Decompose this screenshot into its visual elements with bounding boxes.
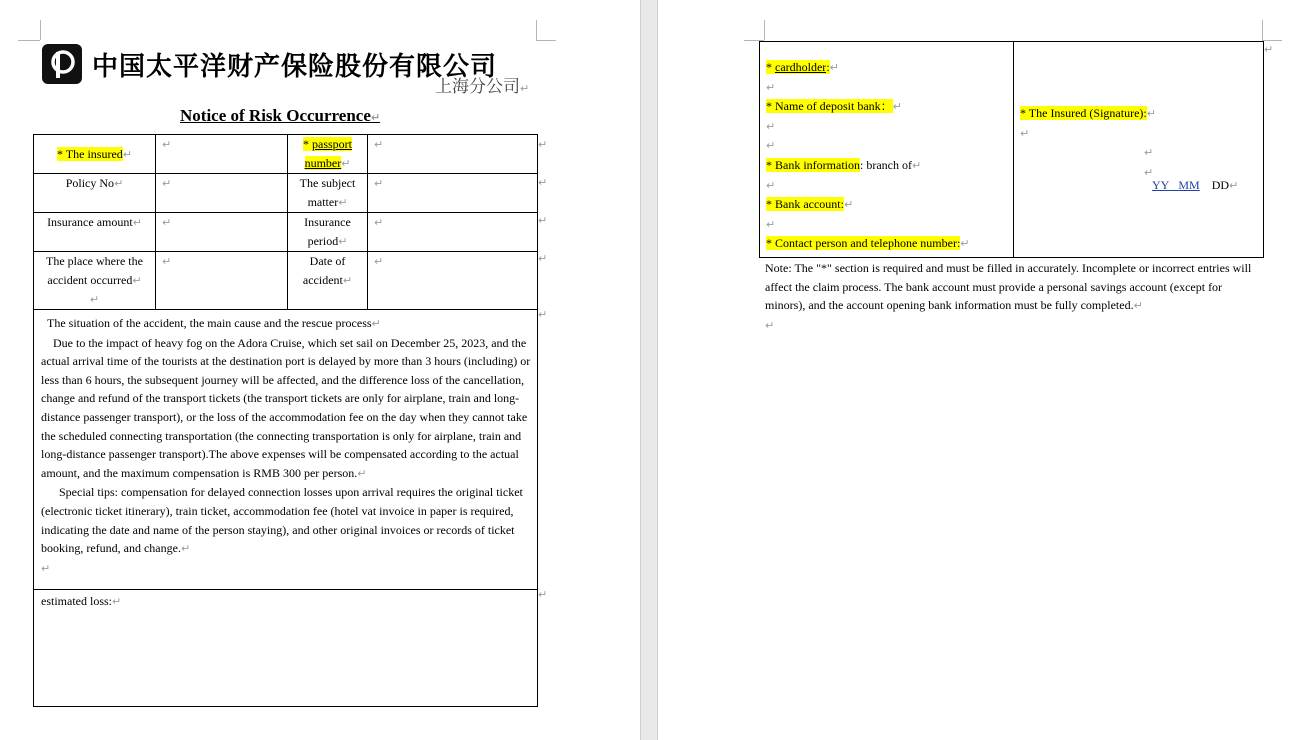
bank-info-table	[759, 41, 1264, 258]
insurance-amount-field[interactable]: ↵	[156, 213, 288, 252]
subject-matter-label-cell: The subject matter↵	[288, 174, 368, 213]
table-row	[34, 310, 538, 590]
deposit-bank-line: * Name of deposit bank：↵	[766, 99, 902, 114]
bank-details-cell[interactable]: * cardholder:↵ ↵ * Name of deposit bank：↵ ↵ ↵ * Bank information: branch of↵ ↵ * Bank account:↵ ↵ * Contact person and telephone number:↵	[760, 42, 1014, 258]
table-row	[34, 135, 538, 174]
row-end-mark: ↵	[538, 176, 548, 189]
page-gutter	[640, 0, 658, 740]
insured-signature-line: * The Insured (Signature):↵	[1020, 106, 1156, 120]
cardholder-line: * cardholder:↵	[766, 60, 839, 74]
policy-no-field[interactable]: ↵	[156, 174, 288, 213]
insurance-period-label-cell: Insurance period↵	[288, 213, 368, 252]
signature-cell[interactable]: * The Insured (Signature):↵ ↵ ↵ ↵	[1014, 42, 1264, 258]
situation-paragraph-2: Special tips: compensation for delayed connection losses upon arrival requires the original ticket (electronic ticket itinerary), train ticket, accommodation fee (hotel vat invoice in paper is required, indicating the date and name of the person staying), and other original invoices or records of ticket booking, refund, and change.↵	[41, 485, 523, 556]
insured-label-cell: * The insured↵	[34, 135, 156, 174]
crop-mark	[1262, 20, 1263, 40]
contact-line: * Contact person and telephone number:↵	[766, 236, 970, 251]
row-end-mark: ↵	[538, 308, 548, 321]
crop-mark	[18, 40, 40, 41]
table-row	[34, 590, 538, 707]
company-logo-icon	[42, 44, 82, 84]
row-end-mark: ↵	[538, 252, 548, 265]
estimated-loss-cell[interactable]: estimated loss:↵	[34, 590, 538, 707]
subject-matter-field[interactable]: ↵	[368, 174, 538, 213]
row-end-mark: ↵	[1264, 43, 1274, 56]
passport-label-cell: * passport number↵	[288, 135, 368, 174]
accident-date-label-cell: Date of accident↵	[288, 252, 368, 310]
required-fields-note: Note: The "*" section is required and must be filled in accurately. Incomplete or incorrect entries will affect the claim process. The bank account must provide a personal savings account (except for minors), and the account opening bank information must be fully completed.↵ ↵	[765, 261, 1252, 332]
policy-no-label-cell: Policy No↵	[34, 174, 156, 213]
insurance-period-field[interactable]: ↵	[368, 213, 538, 252]
insurance-amount-label-cell: Insurance amount↵	[34, 213, 156, 252]
risk-form-table	[33, 134, 538, 707]
accident-place-field[interactable]: ↵	[156, 252, 288, 310]
table-row	[34, 213, 538, 252]
document-page-1	[0, 0, 640, 740]
passport-value-field[interactable]: ↵	[368, 135, 538, 174]
empty-paragraph: ↵	[41, 561, 51, 575]
document-title: Notice of Risk Occurrence↵	[180, 106, 381, 125]
row-end-mark: ↵	[538, 588, 548, 601]
accident-date-field[interactable]: ↵	[368, 252, 538, 310]
crop-mark	[1262, 40, 1282, 41]
accident-place-label-cell: The place where the accident occurred↵ ↵	[34, 252, 156, 310]
branch-name: 上海分公司↵	[435, 77, 530, 97]
table-row	[34, 174, 538, 213]
crop-mark	[764, 20, 765, 40]
crop-mark	[536, 40, 556, 41]
bank-info-line: * Bank information: branch of↵	[766, 157, 922, 172]
crop-mark	[40, 20, 41, 40]
row-end-mark: ↵	[538, 214, 548, 227]
crop-mark	[536, 20, 537, 40]
table-row	[760, 42, 1264, 258]
situation-heading: The situation of the accident, the main cause and the rescue process↵	[47, 316, 381, 330]
company-name: 中国太平洋财产保险股份有限公司	[92, 52, 498, 82]
accident-situation-cell[interactable]	[34, 310, 538, 590]
table-row	[34, 252, 538, 310]
bank-account-line: * Bank account:↵	[766, 197, 854, 212]
row-end-mark: ↵	[538, 138, 548, 151]
document-page-2	[658, 0, 1305, 740]
signature-date: YY MM DD↵	[1152, 178, 1239, 192]
situation-paragraph-1: Due to the impact of heavy fog on the Adora Cruise, which set sail on December 25, 2023, and the actual arrival time of the tourists at the destination port is delayed by more than 3 hours (including) or less than 6 hours, the subsequent journey will be affected, and the difference loss of the cancellation, change and refund of the transport tickets (the transport tickets are only for airplane, train and long-distance passenger transport), or the loss of the accommodation fee on the day when they cannot take the scheduled connecting transportation (the connecting transportation is only for airplane, train and long-distance passenger transport).The above expenses will be compensated according to the actual amount, and the maximum compensation is RMB 300 per person.↵	[41, 335, 531, 480]
insured-value-field[interactable]: ↵	[156, 135, 288, 174]
